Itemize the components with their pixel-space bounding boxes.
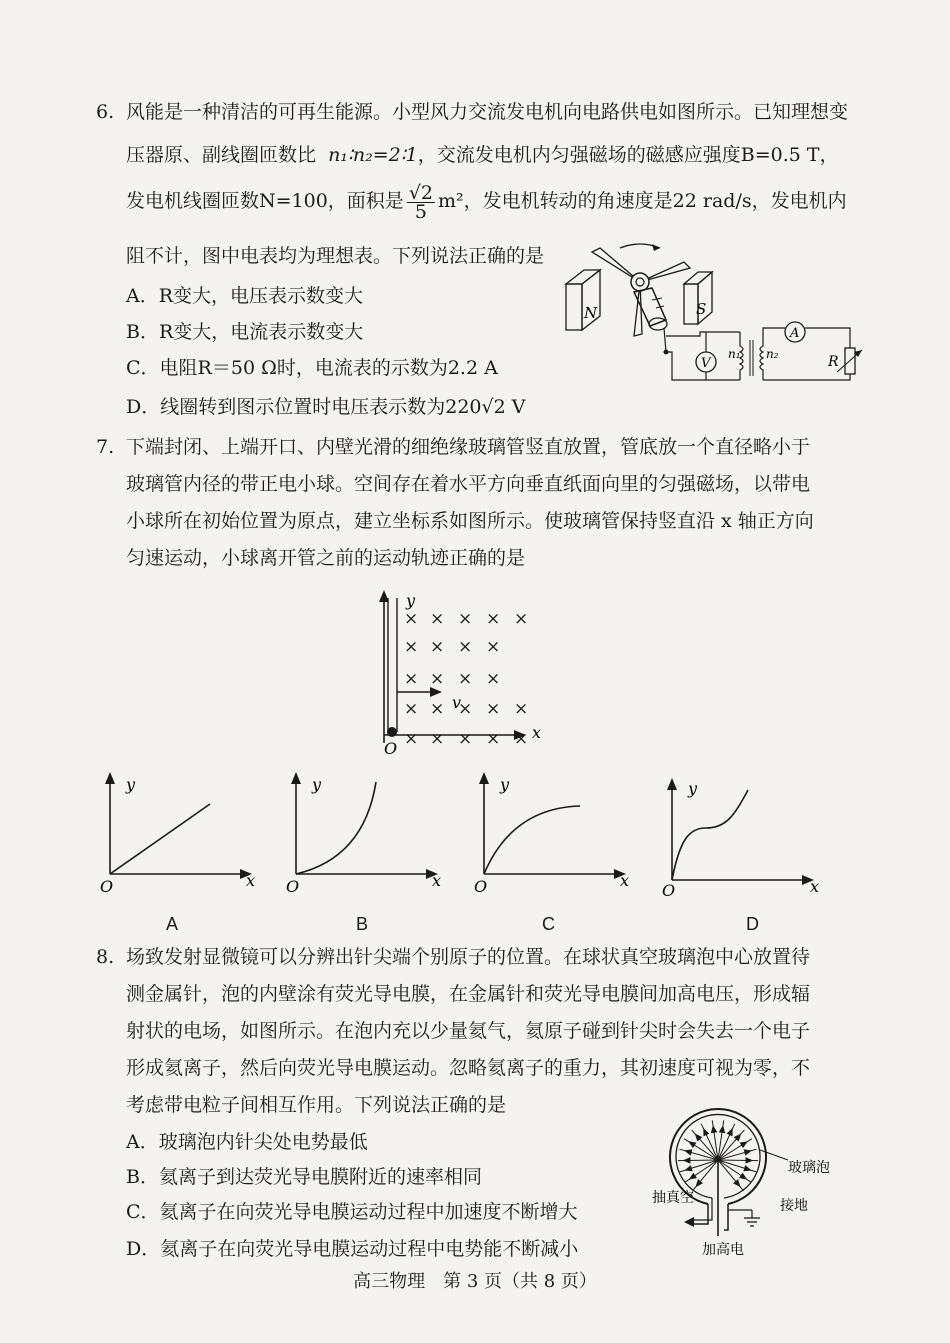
magnet-s xyxy=(684,272,712,324)
field-cross: × xyxy=(458,609,473,629)
svg-text:V: V xyxy=(701,356,711,371)
q6-line1: 风能是一种清洁的可再生能源。小型风力交流发电机向电路供电如图所示。已知理想变 xyxy=(126,101,849,123)
field-cross: × xyxy=(404,699,419,719)
svg-text:y: y xyxy=(126,775,136,794)
svg-text:玻璃泡: 玻璃泡 xyxy=(788,1160,830,1176)
q6-area-fraction: $\frac{√2}{5}$ xyxy=(408,181,434,223)
field-arrow xyxy=(689,1142,695,1147)
vacuum-arrow-icon xyxy=(684,1217,694,1227)
q7-graph-b-label: B xyxy=(356,914,369,934)
field-cross: × xyxy=(486,637,501,657)
field-arrow xyxy=(728,1129,733,1136)
q7-graph-c[interactable] xyxy=(472,768,642,898)
q7-graph-d[interactable] xyxy=(660,768,830,898)
field-arrow xyxy=(684,1158,690,1163)
q6-area-unit: m² xyxy=(438,190,464,212)
svg-text:O: O xyxy=(474,877,488,896)
field-arrow xyxy=(685,1150,691,1155)
q7-graph-d-label: D xyxy=(746,914,759,934)
q6-option-d[interactable]: D．线圈转到图示位置时电压表示数为220√2 V xyxy=(126,396,526,418)
field-arrow xyxy=(744,1166,751,1171)
trajectory-a xyxy=(110,804,210,874)
field-arrow xyxy=(720,1126,725,1132)
field-cross: × xyxy=(430,729,445,749)
q8-option-a[interactable]: A．玻璃泡内针尖处电势最低 xyxy=(126,1131,368,1153)
q7-graph-c-label: C xyxy=(542,914,555,934)
svg-text:O: O xyxy=(384,739,398,758)
q7-line2: 玻璃管内径的带正电小球。空间存在着水平方向垂直纸面向里的匀强磁场，以带电 xyxy=(126,473,811,495)
svg-text:S: S xyxy=(696,300,707,318)
svg-text:O: O xyxy=(100,877,114,896)
svg-text:x: x xyxy=(246,871,256,890)
q8-option-d[interactable]: D．氦离子在向荧光导电膜运动过程中电势能不断减小 xyxy=(126,1238,579,1260)
svg-text:x: x xyxy=(810,877,820,896)
q8-line3: 射状的电场，如图所示。在泡内充以少量氦气，氦原子碰到针尖时会失去一个电子 xyxy=(126,1020,811,1042)
field-cross: × xyxy=(486,729,501,749)
q7-number: 7. xyxy=(96,436,115,458)
svg-text:N: N xyxy=(584,304,598,322)
q7-graph-a[interactable] xyxy=(98,768,268,898)
svg-text:v: v xyxy=(452,693,462,712)
field-cross: × xyxy=(404,729,419,749)
q7-line3: 小球所在初始位置为原点，建立坐标系如图所示。使玻璃管保持竖直沿 x 轴正方向 xyxy=(126,510,814,532)
q7-graph-a-label: A xyxy=(166,914,179,934)
q6-line3-a: 发电机线圈匝数N=100，面积是 xyxy=(126,190,404,212)
field-cross: × xyxy=(430,609,445,629)
field-arrow xyxy=(704,1129,709,1136)
svg-text:接地: 接地 xyxy=(780,1198,808,1214)
field-arrow xyxy=(690,1174,696,1180)
q6-number: 6. xyxy=(96,101,115,123)
page-footer: 高三物理 第 3 页（共 8 页） xyxy=(353,1271,597,1292)
q6-turns-ratio: n₁∶n₂=2∶1 xyxy=(328,144,418,166)
turbine-blades-icon xyxy=(592,248,690,336)
field-cross: × xyxy=(458,669,473,689)
svg-text:y: y xyxy=(406,591,416,610)
svg-text:y: y xyxy=(312,775,322,794)
field-cross: × xyxy=(458,729,473,749)
field-arrow xyxy=(744,1150,750,1155)
svg-text:O: O xyxy=(662,881,676,898)
magnet-n xyxy=(566,270,600,330)
q7-line1: 下端封闭、上端开口、内壁光滑的细绝缘玻璃管竖直放置，管底放一个直径略小于 xyxy=(126,436,811,458)
q7-graph-b[interactable] xyxy=(284,768,454,898)
q8-bulb-figure xyxy=(640,1092,840,1260)
field-arrow xyxy=(712,1126,717,1132)
svg-text:抽真空: 抽真空 xyxy=(652,1190,694,1206)
field-cross: × xyxy=(404,637,419,657)
field-cross: × xyxy=(430,669,445,689)
svg-text:n₂: n₂ xyxy=(766,347,779,361)
q8-line5: 考虑带电粒子间相互作用。下列说法正确的是 xyxy=(126,1094,507,1116)
q7-field-figure xyxy=(370,588,560,758)
trajectory-b xyxy=(296,782,376,874)
field-cross: × xyxy=(486,609,501,629)
svg-text:x: x xyxy=(532,723,542,742)
field-cross: × xyxy=(404,609,419,629)
q8-number: 8. xyxy=(96,946,115,968)
field-cross: × xyxy=(486,669,501,689)
svg-text:y: y xyxy=(500,775,510,794)
svg-text:加高电: 加高电 xyxy=(702,1242,744,1258)
field-arrow xyxy=(686,1166,693,1171)
q8-option-c[interactable]: C．氦离子在向荧光导电膜运动过程中加速度不断增大 xyxy=(126,1201,578,1223)
trajectory-d xyxy=(672,790,748,880)
q6-option-a[interactable]: A．R变大，电压表示数变大 xyxy=(126,285,364,307)
q6-line3 xyxy=(126,183,847,221)
q8-option-b[interactable]: B．氦离子到达荧光导电膜附近的速率相同 xyxy=(126,1166,482,1188)
field-cross: × xyxy=(514,699,529,719)
svg-text:x: x xyxy=(432,871,442,890)
svg-text:y: y xyxy=(688,779,698,798)
field-cross: × xyxy=(404,669,419,689)
svg-text:A: A xyxy=(790,326,800,341)
field-cross: × xyxy=(514,609,529,629)
q8-line2: 测金属针，泡的内壁涂有荧光导电膜，在金属针和荧光导电膜间加高电压，形成辐 xyxy=(126,983,811,1005)
q7-line4: 匀速运动，小球离开管之前的运动轨迹正确的是 xyxy=(126,547,526,569)
q6-line2-b: ，交流发电机内匀强磁场的磁感应强度B=0.5 T， xyxy=(417,144,839,166)
field-cross: × xyxy=(458,637,473,657)
q6-option-c[interactable]: C．电阻R＝50 Ω时，电流表的示数为2.2 A xyxy=(126,357,498,379)
field-cross: × xyxy=(430,637,445,657)
field-cross: × xyxy=(430,699,445,719)
q6-line2-a: 压器原、副线圈匝数比 xyxy=(126,144,317,166)
field-cross: × xyxy=(458,699,473,719)
svg-text:n₁: n₁ xyxy=(728,347,741,361)
q8-line4: 形成氦离子，然后向荧光导电膜运动。忽略氦离子的重力，其初速度可视为零，不 xyxy=(126,1057,811,1079)
q6-line4: 阻不计，图中电表均为理想表。下列说法正确的是 xyxy=(126,245,545,267)
field-cross: × xyxy=(514,729,529,749)
svg-text:R: R xyxy=(828,354,839,370)
q6-generator-figure xyxy=(560,240,870,390)
trajectory-c xyxy=(484,806,580,874)
magnetic-field-crosses xyxy=(404,609,528,749)
q6-option-b[interactable]: B．R变大，电流表示数变大 xyxy=(126,321,364,343)
field-arrow xyxy=(746,1158,752,1163)
svg-text:O: O xyxy=(286,877,300,896)
q6-line3-b: ，发电机转动的角速度是22 rad/s，发电机内 xyxy=(463,190,847,212)
field-arrow xyxy=(740,1142,746,1147)
q6-line2 xyxy=(126,144,839,166)
field-cross: × xyxy=(486,699,501,719)
field-arrow xyxy=(740,1174,746,1180)
q8-line1: 场致发射显微镜可以分辨出针尖端个别原子的位置。在球状真空玻璃泡中心放置待 xyxy=(126,946,811,968)
svg-text:x: x xyxy=(620,871,630,890)
